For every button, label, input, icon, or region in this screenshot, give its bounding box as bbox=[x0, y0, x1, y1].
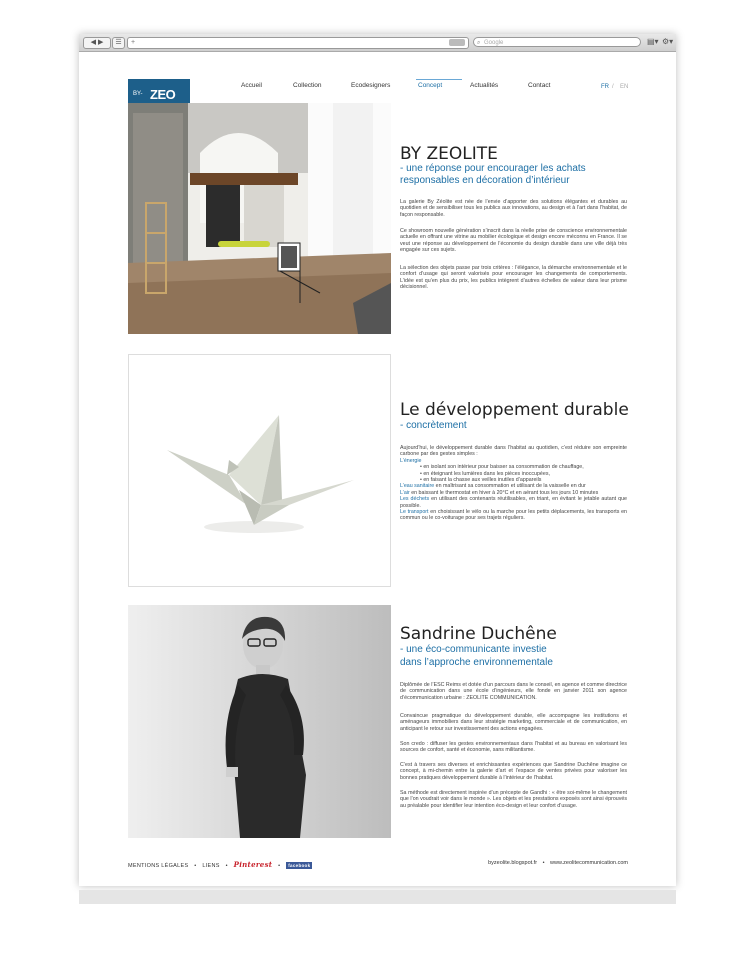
settings-gear-icon[interactable]: ⚙▾ bbox=[662, 37, 674, 46]
add-bookmark-icon[interactable]: + bbox=[131, 39, 136, 46]
section2-title: Le développement durable bbox=[400, 400, 629, 420]
lang-en[interactable]: EN bbox=[620, 84, 629, 90]
section3-paragraph: Son credo : diffuser les gestes environnementaux dans l’habitat et au bureau en valorisant les sources de confort, santé et économie, sans militantisme. bbox=[400, 741, 627, 754]
blog-link[interactable]: byzeolite.blogspot.fr bbox=[488, 860, 538, 866]
gallery-interior-photo bbox=[128, 103, 391, 334]
address-bar[interactable] bbox=[127, 37, 469, 49]
logo-zeo: ZEO bbox=[150, 87, 176, 102]
footer-bullet: • bbox=[225, 863, 228, 869]
page-menu-icon[interactable]: ▤▾ bbox=[647, 37, 659, 46]
eau-label: L’eau sanitaire bbox=[400, 483, 435, 490]
search-input[interactable] bbox=[473, 37, 641, 47]
search-icon: ⌕ bbox=[477, 40, 481, 46]
section2-subtitle: - concrètement bbox=[400, 420, 467, 431]
footer-bullet: • bbox=[542, 860, 545, 866]
section3-paragraph: C’est à travers ses diverses et enrichissantes expériences que Sandrine Duchêne imagine ce concept, à mi-chemin entre la galerie d’art et l’espace de ventes privées pour valoriser les bonnes pratiques développement durable à l’intérieur de l’habitat. bbox=[400, 762, 627, 781]
rss-icon[interactable] bbox=[449, 39, 465, 46]
lang-fr[interactable]: FR bbox=[601, 84, 609, 90]
pinterest-logo[interactable]: Pinterest bbox=[233, 860, 273, 869]
section3-title: Sandrine Duchêne bbox=[400, 624, 557, 644]
section2-body bbox=[400, 445, 627, 522]
section3-paragraph: Sa méthode est directement inspirée d’un précepte de Gandhi : « être soi-même le changement que l’on voudrait voir dans le monde ». Les objets et les prestations exposés sont ainsi éprouvés au préalable pour identifier leur intention éco-design et leur confort d’usage. bbox=[400, 790, 627, 809]
transport-line bbox=[400, 509, 627, 522]
lang-separator: / bbox=[612, 84, 614, 90]
origami-crane-photo bbox=[128, 354, 391, 587]
nav-collection[interactable]: Collection bbox=[293, 82, 322, 89]
website-link[interactable]: www.zeolitecommunication.com bbox=[550, 860, 628, 866]
search-placeholder: Google bbox=[484, 40, 504, 46]
dechets-label: Les déchets bbox=[400, 496, 430, 503]
logo-by: BY- bbox=[133, 91, 143, 97]
nav-accueil[interactable]: Accueil bbox=[241, 82, 262, 89]
browser-window bbox=[79, 34, 676, 886]
section3-subtitle-line2: dans l’approche environnementale bbox=[400, 657, 553, 668]
air-label: L’air bbox=[400, 489, 410, 496]
energie-label: L’énergie bbox=[400, 457, 422, 464]
list-item: • en faisant la chasse aux veilles inutiles d’appareils bbox=[420, 477, 542, 484]
section3-paragraph: Diplômée de l’ESC Reims et dotée d’un parcours dans le conseil, en agence et comme directrice de communication dans une école d’ingénieurs, elle fonde en janvier 2011 son agence d’écommunication urbaine : ZEOLITE COMMUNICATION. bbox=[400, 682, 627, 701]
footer-right-links bbox=[488, 860, 628, 866]
transport-label: Le transport bbox=[400, 509, 429, 516]
section1-subtitle-line2: responsables en décoration d’intérieur bbox=[400, 175, 570, 186]
transport-text: en choisissant le vélo ou la marche pour les petits déplacements, les transports en commun ou le co-voiturage pour ses trajets réguliers. bbox=[400, 509, 627, 522]
section1-title: BY ZEOLITE bbox=[400, 144, 498, 164]
nav-ecodesigners[interactable]: Ecodesigners bbox=[351, 82, 391, 89]
section1-paragraph: La sélection des objets passe par trois critères : l’élégance, la démarche environnementale et le confort d’usage qui seront valorisés pour encourager les changements de comportements. L’idée est qu’en plus du prix, les publics intègrent d’autres échelles de valeur dans leur prisme décisionnel. bbox=[400, 265, 627, 291]
section1-paragraph: La galerie By Zéolite est née de l’envie d’apporter des solutions élégantes et durables au quotidien et de sensibiliser tous les publics aux innovations, au design et à l’art dans l’habitat, de façon responsable. bbox=[400, 199, 627, 218]
section1-subtitle-line1: - une réponse pour encourager les achats bbox=[400, 163, 586, 174]
facebook-logo[interactable]: facebook bbox=[288, 863, 311, 868]
footer-mentions-link[interactable]: MENTIONS LÉGALES bbox=[128, 863, 189, 869]
reader-button[interactable]: ☰ bbox=[112, 37, 125, 49]
portrait-photo bbox=[128, 605, 391, 838]
dechets-text: en utilisant des contenants réutilisables, en triant, en évitant le jetable autant que possible. bbox=[400, 496, 627, 509]
footer-links bbox=[128, 860, 312, 869]
footer-bullet: • bbox=[194, 863, 197, 869]
bottom-bar bbox=[79, 890, 676, 904]
list-item: • en éteignant les lumières dans les pièces inoccupées, bbox=[420, 470, 550, 477]
section3-paragraph: Convaincue pragmatique du développement durable, elle accompagne les institutions et aménageurs immobiliers dans leur stratégie marketing, commerciale et de communication, en anticipant le retour sur investissement des actions engagées. bbox=[400, 713, 627, 732]
web-page bbox=[79, 52, 676, 886]
nav-concept[interactable]: Concept bbox=[418, 82, 443, 89]
nav-actualites[interactable]: Actualités bbox=[470, 82, 499, 89]
nav-contact[interactable]: Contact bbox=[528, 82, 551, 89]
eau-text: en maîtrisant sa consommation et utilisant de la vaisselle en dur bbox=[434, 483, 586, 490]
dechets-line bbox=[400, 496, 627, 509]
list-item: • en isolant son intérieur pour baisser sa consommation de chauffage, bbox=[420, 464, 584, 471]
browser-toolbar bbox=[79, 34, 676, 52]
back-forward-buttons[interactable]: ◀ ▶ bbox=[83, 37, 111, 49]
footer-bullet: • bbox=[278, 863, 281, 869]
air-text: en baissant le thermostat en hiver à 20°C et en aérant tous les jours 10 minutes bbox=[409, 489, 599, 496]
section1-paragraph: Ce showroom nouvelle génération s’inscrit dans la réelle prise de conscience environnementale actuelle en offrant une vitrine au mobilier écologique et design encore méconnu en France. Il se veut une réponse au développement de l’économie du design durable dans une ville déjà très engagée sur ces sujets. bbox=[400, 228, 627, 254]
footer-liens-link[interactable]: LIENS bbox=[202, 863, 220, 869]
nav-active-indicator bbox=[416, 79, 462, 80]
section3-subtitle-line1: - une éco-communicante investie bbox=[400, 644, 547, 655]
section2-intro: Aujourd’hui, le développement durable dans l’habitat au quotidien, c’est réduire son empreinte carbone par des gestes simples : bbox=[400, 445, 627, 458]
